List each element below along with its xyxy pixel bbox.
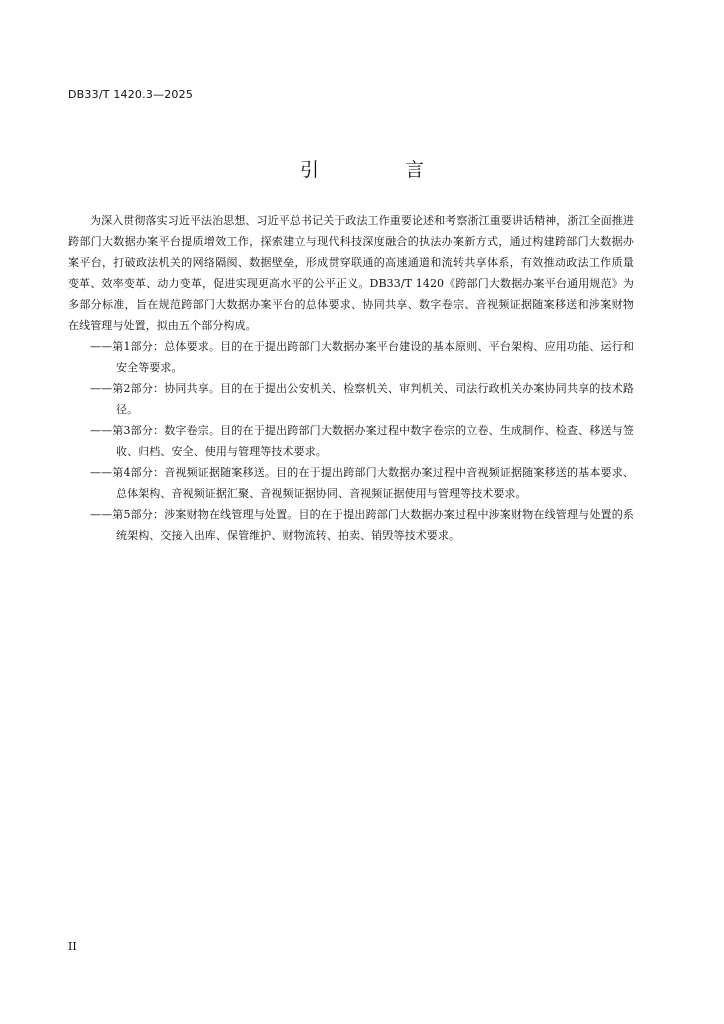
page-title: 引 言 — [299, 159, 465, 181]
part-5-item: ——第5部分：涉案财物在线管理与处置。目的在于提出跨部门大数据办案过程中涉案财物在线管理与处置的系统架构、交接入出库、保管维护、财物流转、拍卖、销毁等技术要求。 — [90, 508, 634, 542]
page-number: II — [68, 940, 77, 953]
part-3-item: ——第3部分：数字卷宗。目的在于提出跨部门大数据办案过程中数字卷宗的立卷、生成制作、检查、移送与签收、归档、安全、使用与管理等技术要求。 — [90, 424, 634, 458]
part-4-item: ——第4部分：音视频证据随案移送。目的在于提出跨部门大数据办案过程中音视频证据随案移送的基本要求、总体架构、音视频证据汇聚、音视频证据协同、音视频证据使用与管理等技术要求。 — [90, 466, 634, 500]
part-1-item: ——第1部分：总体要求。目的在于提出跨部门大数据办案平台建设的基本原则、平台架构、应用功能、运行和安全等要求。 — [90, 340, 634, 374]
intro-paragraph: 为深入贯彻落实习近平法治思想、习近平总书记关于政法工作重要论述和考察浙江重要讲话精神，浙江全面推进跨部门大数据办案平台提质增效工作，探索建立与现代科技深度融合的执法办案新方式，通过构建跨部门大数据办案平台，打破政法机关的网络隔阂、数据壁垒，形成贯穿联通的高速通道和流转共享体系，有效推动政法工作质量变革、效率变革、动力变革，促进实现更高水平的公平正义。DB33/T 1420《跨部门大数据办案平台通用规范》为多部分标准，旨在规范跨部门大数据办案平台的总体要求、协同共享、数字卷宗、音视频证据随案移送和涉案财物在线管理与处置，拟由五个部分构成。 — [68, 214, 634, 332]
document-body — [68, 210, 634, 546]
standard-code: DB33/T 1420.3—2025 — [68, 88, 194, 101]
part-2-item: ——第2部分：协同共享。目的在于提出公安机关、检察机关、审判机关、司法行政机关办案协同共享的技术路径。 — [90, 382, 634, 416]
